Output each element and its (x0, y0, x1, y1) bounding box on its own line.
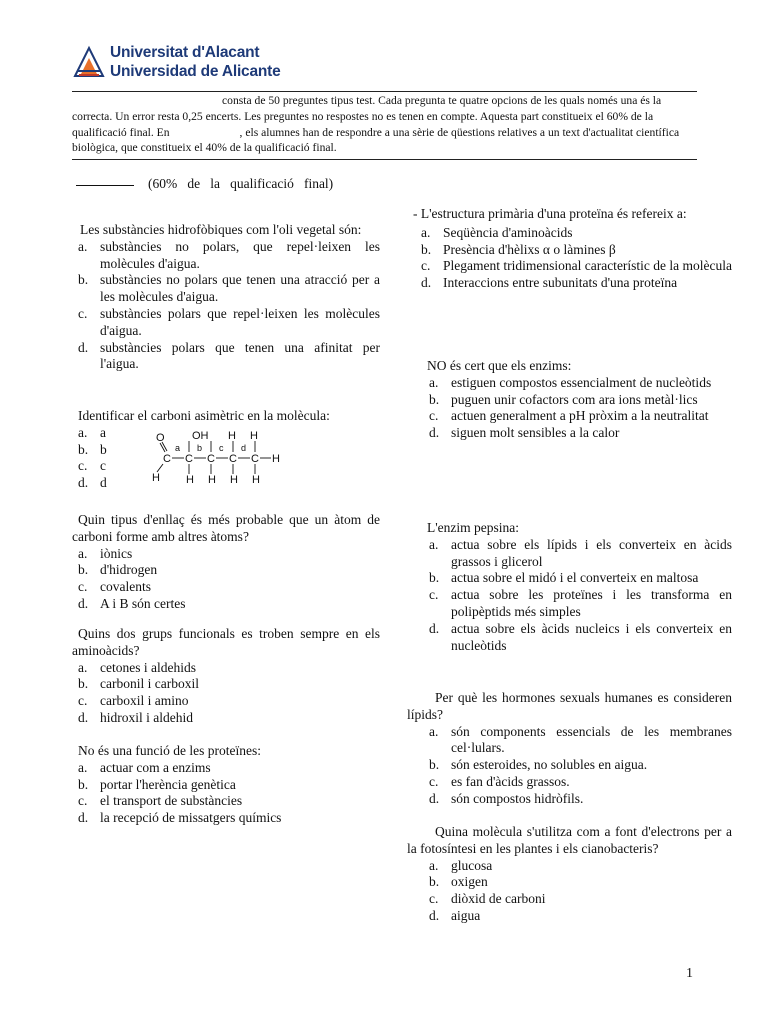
question-6 (413, 206, 732, 292)
option-d[interactable]: d. siguen molt sensibles a la calor (429, 425, 620, 441)
section-label: (60% de la qualificació final) (148, 176, 334, 191)
question-stem: Per què les hormones sexuals humanes es consideren lípids? (407, 690, 732, 722)
option-b[interactable]: b. b (78, 441, 107, 457)
option-d[interactable]: d. la recepció de missatgers químics (78, 810, 282, 826)
option-a[interactable]: a. a (78, 424, 106, 440)
option-b[interactable]: b. oxigen (429, 874, 488, 890)
logo-text-spanish: Universidad de Alicante (110, 63, 281, 80)
question-stem: Quin tipus d'enllaç és més probable que un àtom de carboni forme amb altres àtoms? (72, 512, 380, 544)
molecule-h-bot-4: H (252, 474, 260, 486)
molecule-c3: C (207, 453, 215, 465)
option-d[interactable]: d. substàncies polars que tenen una afinitat per l'aigua. (78, 339, 380, 372)
option-d[interactable]: d. hidroxil i aldehid (78, 709, 193, 725)
option-c[interactable]: c. Plegament tridimensional característic de la molècula (421, 258, 733, 274)
question-stem: L'enzim pepsina: (427, 520, 520, 535)
section-heading (76, 176, 333, 192)
question-stem: - L'estructura primària d'una proteïna és refereix a: (413, 206, 687, 221)
question-1 (72, 222, 380, 373)
option-d[interactable]: d. són compostos hidròfils. (429, 790, 584, 806)
question-stem: Quina molècula s'utilitza com a font d'electrons per a la fotosíntesi en les plantes i els cianobacteris? (407, 824, 732, 856)
question-8 (421, 520, 732, 654)
header-rule-top (72, 91, 697, 92)
option-c[interactable]: c. actuen generalment a pH pròxim a la neutralitat (429, 408, 709, 424)
question-stem: Les substàncies hidrofòbiques com l'oli vegetal són: (80, 222, 362, 237)
option-a[interactable]: a. cetones i aldehids (78, 659, 196, 675)
option-b[interactable]: b. Presència d'hèlixs α o làmines β (421, 241, 616, 257)
molecule-oxygen: O (156, 432, 165, 444)
option-c[interactable]: c. el transport de substàncies (78, 793, 243, 809)
option-c[interactable]: c. carboxil i amino (78, 693, 189, 709)
logo-emblem-icon (72, 44, 106, 80)
question-10 (407, 824, 732, 925)
section-blank (76, 185, 134, 186)
option-d[interactable]: d. Interaccions entre subunitats d'una proteïna (421, 275, 678, 291)
option-d[interactable]: d. actua sobre els àcids nucleics i els converteix en nucleòtids (429, 620, 732, 653)
molecule-c5: C (251, 453, 259, 465)
molecule-label-c: c (219, 443, 224, 453)
question-stem: No és una funció de les proteïnes: (78, 743, 261, 758)
question-3 (72, 512, 380, 613)
option-a[interactable]: a. substàncies no polars, que repel·leixen les molècules d'aigua. (78, 238, 380, 271)
molecule-h-bot-3: H (230, 474, 238, 486)
question-stem: NO és cert que els enzims: (427, 358, 572, 373)
question-4 (72, 626, 380, 727)
option-b[interactable]: b. substàncies no polars que tenen una atracció per a les molècules d'aigua. (78, 272, 380, 305)
option-c[interactable]: c. actua sobre les proteïnes i les transforma en polipèptids més simples (429, 587, 732, 619)
page-number: 1 (686, 966, 693, 981)
molecule-label-a: a (175, 443, 181, 453)
question-stem: Quins dos grups funcionals es troben sempre en els aminoàcids? (72, 626, 380, 658)
option-a[interactable]: a. Seqüència d'aminoàcids (421, 224, 573, 240)
option-c[interactable]: c. covalents (78, 579, 151, 595)
option-b[interactable]: b. portar l'herència genètica (78, 776, 236, 792)
question-stem: Identificar el carboni asimètric en la molècula: (78, 408, 330, 423)
option-b[interactable]: b. puguen unir cofactors com ara ions metàl·lics (429, 391, 698, 407)
option-b[interactable]: b. carbonil i carboxil (78, 676, 199, 692)
option-a[interactable]: a. són components essencials de les membranes cel·lulars. (429, 723, 732, 756)
option-a[interactable]: a. actua sobre els lípids i els converteix en àcids grassos i glicerol (429, 536, 732, 569)
molecule-h-top-1: H (228, 430, 236, 442)
option-b[interactable]: b. actua sobre el midó i el converteix en maltosa (429, 570, 699, 586)
molecule-h-end: H (272, 453, 280, 465)
molecule-label-b: b (197, 443, 203, 453)
molecule-h-bot-2: H (208, 474, 216, 486)
molecule-c2: C (185, 453, 193, 465)
option-a[interactable]: a. actuar com a enzims (78, 759, 211, 775)
option-a[interactable]: a. glucosa (429, 857, 493, 873)
molecule-label-d: d (241, 443, 247, 453)
molecule-c1: C (163, 453, 171, 465)
molecule-h-top-2: H (250, 430, 258, 442)
molecule-hydroxyl: OH (192, 430, 209, 442)
question-9 (407, 690, 732, 808)
exam-instructions (72, 93, 697, 156)
question-7 (421, 358, 732, 442)
option-c[interactable]: c. substàncies polars que repel·leixen les molècules d'aigua. (78, 305, 380, 338)
header-rule-bottom (72, 159, 697, 160)
option-a[interactable]: a. estiguen compostos essencialment de nucleòtids (429, 374, 712, 390)
question-5 (72, 743, 380, 827)
instructions-part-b: , els alumnes han de respondre a una sèrie de qüestions relatives a un text d'actualitat científica biològica, que constitueix el 40% de la qualificació final. (72, 125, 680, 155)
option-a[interactable]: a. iònics (78, 545, 133, 561)
molecule-h-bot-1: H (186, 474, 194, 486)
option-c[interactable]: c. es fan d'àcids grassos. (429, 773, 570, 789)
instructions-part-a: consta de 50 preguntes tipus test. Cada pregunta te quatre opcions de les quals només una és la correcta. Un error resta 0,25 encerts. Les preguntes no respostes no es tenen en compte. Aquesta part constitueix el 60% de la qualificació final. En (72, 94, 662, 139)
option-c[interactable]: c. c (78, 458, 106, 474)
university-logo (72, 44, 281, 84)
molecule-h-aldehyde: H (152, 472, 160, 484)
option-b[interactable]: b. d'hidrogen (78, 562, 158, 578)
option-b[interactable]: b. són esteroides, no solubles en aigua. (429, 757, 648, 773)
option-d[interactable]: d. aigua (429, 907, 481, 923)
logo-text-valencian: Universitat d'Alacant (110, 44, 260, 61)
molecule-diagram (148, 428, 288, 488)
option-d[interactable]: d. d (78, 475, 107, 491)
option-c[interactable]: c. diòxid de carboni (429, 891, 546, 907)
molecule-c4: C (229, 453, 237, 465)
option-d[interactable]: d. A i B són certes (78, 595, 186, 611)
